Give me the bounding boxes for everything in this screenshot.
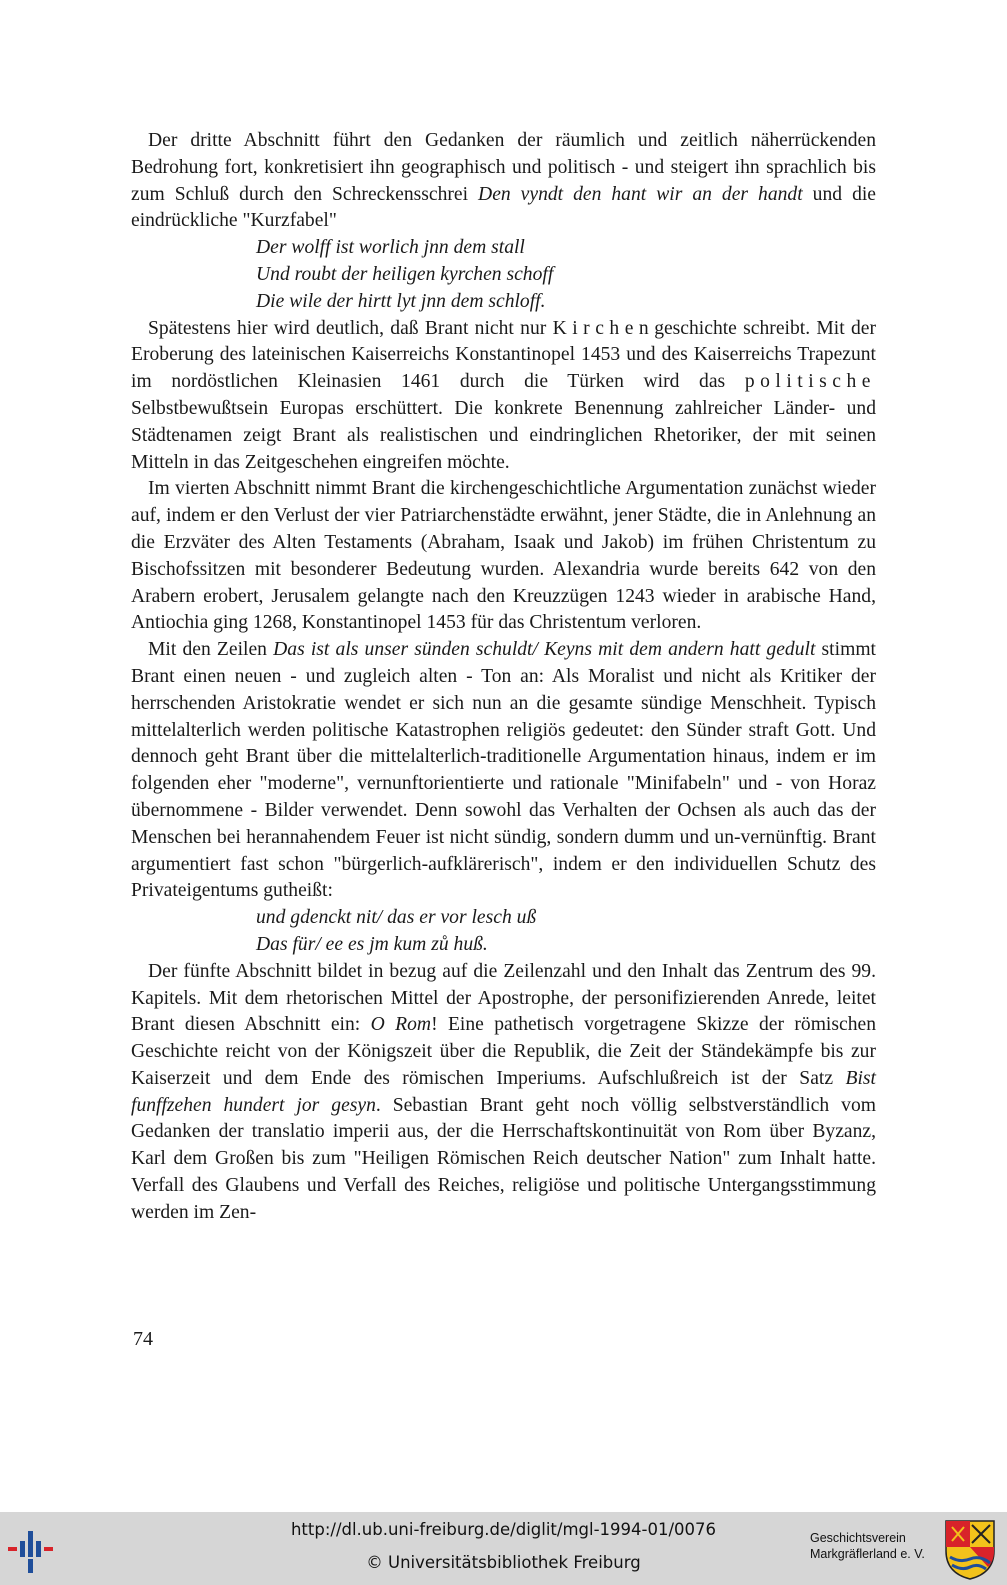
text-run: geschichte schreibt. Mit der Eroberung des lateinischen Kaiserreichs Konstantinopel 1453 und des Kaiserreichs Trapezunt im nordöstlichen Kleinasien 1461 durch die Türken wird das	[131, 317, 877, 393]
italic-quote: Bist funffzehen hundert jor gesyn	[131, 1067, 876, 1116]
text-run: und gdenckt nit/ das er vor lesch uß	[256, 907, 537, 929]
footer-copyright: © Universitätsbibliothek Freiburg	[366, 1553, 641, 1572]
spaced-word: Kirchen	[552, 317, 655, 339]
verse-line	[131, 932, 876, 959]
text-run: Mit den Zeilen	[148, 639, 274, 661]
text-run: Im vierten Abschnitt nimmt Brant die kirchengeschichtliche Argumentation zunächst wieder auf, indem er den Verlust der vier Patriarchenstädte erwähnt, jener Städte, die in Anlehnung an die Erzväter des Alten Testaments (Abraham, Isaak und Jakob) im frühen Christentum zu Bischofssitzen mit besonderer Bedeutung wurden. Alexandria wurde bereits 642 von den Arabern erobert, Jerusalem gelangte nach den Kreuzzügen 1243 wieder in arabische Hand, Antiochia ging 1268, Konstantinopel 1453 für das Christentum verloren.	[131, 478, 876, 634]
page-number: 74	[133, 1328, 153, 1350]
text-run: Spätestens hier wird deutlich, daß Brant nicht nur	[148, 317, 553, 339]
paragraph	[131, 959, 876, 1227]
text-run: ! Eine pathetisch vorgetragene Skizze der römischen Geschichte reicht von der Königszeit über die Republik, die Zeit der Ständekämpfe bis zur Kaiserzeit und dem Ende des römischen Imperiums. Aufschlußreich ist der Satz	[131, 1014, 876, 1089]
italic-quote: O Rom	[370, 1014, 432, 1036]
text-run: . Sebastian Brant geht noch völlig selbstverständlich vom Gedanken der translatio imperii aus, der die Herrschaftskontinuität von Rom über Byzanz, Karl dem Großen bis zum "Heiligen Römischen Reich deutscher Nation" zum Inhalt hatte. Verfall des Glaubens und Verfall des Reiches, religiöse und politische Untergangsstimmung werden im Zen-	[131, 1094, 876, 1223]
footer-url[interactable]: http://dl.ub.uni-freiburg.de/diglit/mgl-1994-01/0076	[290, 1520, 717, 1539]
text-run: Der wolff ist worlich jnn dem stall	[256, 237, 525, 259]
text-run: stimmt Brant einen neuen - und zugleich alten - Ton an: Als Moralist und nicht als Kritiker der herrschenden Aristokratie wendet er sich nun an die gesamte sündige Menschheit. Typisch mittelalterlich werden politische Katastrophen religiös gedeutet: den Sünder straft Gott. Und dennoch geht Brant über die mittelalterlich-traditionelle Argumentation hinaus, indem er im folgenden eher "moderne", vernunftorientierte und rationale "Minifabeln" und - von Horaz übernommene - Bilder verwendet. Denn sowohl das Verhalten der Ochsen als auch das der Menschen bei herannahendem Feuer ist nicht sündig, sondern dumm und un-vernünftig. Brant argumentiert fast schon "bürgerlich-aufklärerisch", indem er den individuellen Schutz des Privateigentums gutheißt:	[131, 639, 876, 902]
spaced-word: politische	[744, 371, 876, 393]
society-name-line1: Geschichtsverein	[810, 1531, 906, 1545]
italic-quote: Das ist als unser sünden schuldt/ Keyns mit dem andern hatt gedult	[273, 639, 816, 661]
paragraph	[131, 637, 876, 905]
paragraph	[131, 476, 876, 637]
text-run: Das für/ ee es jm kum zů huß.	[256, 933, 488, 955]
society-name	[810, 1530, 934, 1562]
text-run: Die wile der hirtt lyt jnn dem schloff.	[256, 290, 546, 312]
text-run: Selbstbewußtsein Europas erschüttert. Die konkrete Benennung zahlreicher Länder- und Städtenamen zeigt Brant als realistischen und eindringlichen Rhetoriker, der mit seinen Mitteln in das Zeitgeschehen eingreifen möchte.	[131, 397, 876, 473]
text-run: Und roubt der heiligen kyrchen schoff	[256, 263, 554, 285]
verse-line	[131, 235, 876, 262]
body-text	[131, 128, 876, 1227]
verse-line	[131, 905, 876, 932]
text-run: und die eindrückliche "Kurzfabel"	[131, 183, 876, 232]
verse-line	[131, 262, 876, 289]
text-run: Der fünfte Abschnitt bildet in bezug auf die Zeilenzahl und den Inhalt das Zentrum des 99. Kapitels. Mit dem rhetorischen Mittel der Apostrophe, der personifizierenden Anrede, leitet Brant diesen Abschnitt ein:	[131, 960, 876, 1036]
italic-quote: Den vyndt den hant wir an der handt	[478, 183, 803, 205]
paragraph	[131, 128, 876, 235]
paragraph	[131, 316, 876, 477]
society-name-line2: Markgräflerland e. V.	[810, 1547, 925, 1561]
text-run: Der dritte Abschnitt führt den Gedanken der räumlich und zeitlich näherrückenden Bedrohung fort, konkretisiert ihn geographisch und politisch - und steigert ihn sprachlich bis zum Schluß durch den Schreckensschrei	[131, 130, 876, 205]
verse-line	[131, 289, 876, 316]
coat-of-arms-icon	[942, 1517, 998, 1581]
